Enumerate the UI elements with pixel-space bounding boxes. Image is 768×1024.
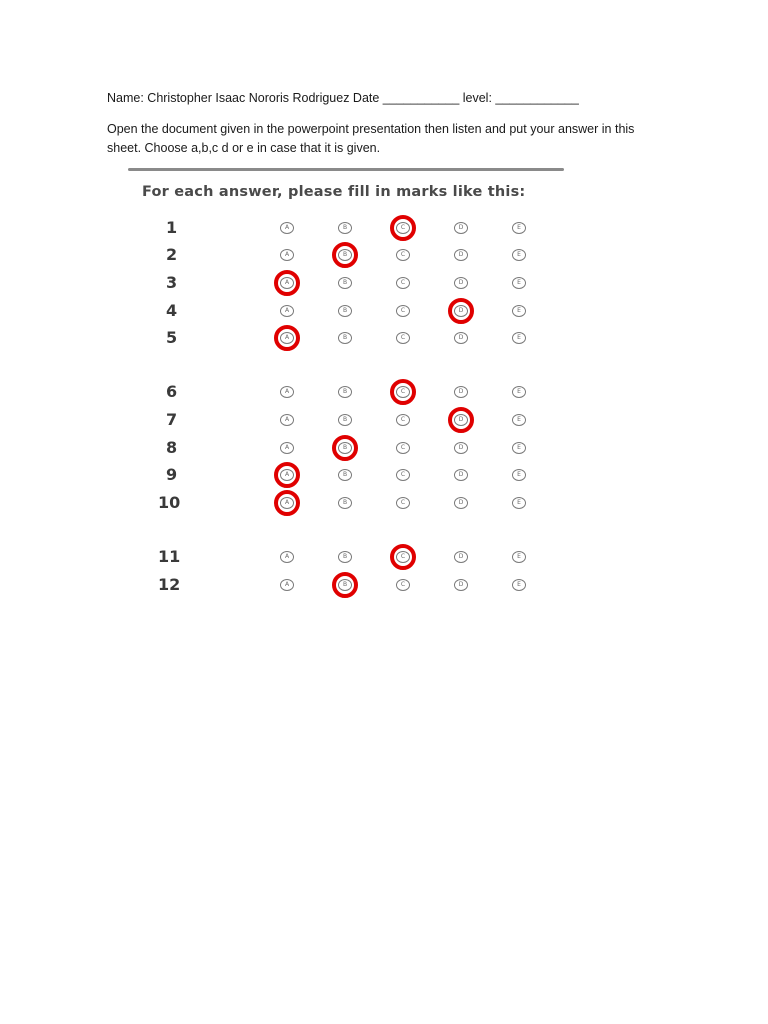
answer-bubble-b[interactable]: B [338, 579, 352, 591]
selected-answer-circle [448, 407, 474, 433]
answer-bubble-e[interactable]: E [512, 551, 526, 563]
answer-bubble-e[interactable]: E [512, 332, 526, 344]
answer-bubble-a[interactable]: A [280, 277, 294, 289]
selected-answer-circle [274, 270, 300, 296]
answer-bubble-d[interactable]: D [454, 469, 468, 481]
answer-bubble-b[interactable]: B [338, 386, 352, 398]
selected-answer-circle [274, 490, 300, 516]
answer-bubble-c[interactable]: C [396, 497, 410, 509]
selected-answer-circle [390, 379, 416, 405]
answer-bubble-a[interactable]: A [280, 414, 294, 426]
answer-bubble-d[interactable]: D [454, 332, 468, 344]
answer-bubble-a[interactable]: A [280, 551, 294, 563]
answer-bubble-b[interactable]: B [338, 277, 352, 289]
answer-bubble-a[interactable]: A [280, 497, 294, 509]
instructions-line-1: Open the document given in the powerpoint presentation then listen and put your answer in this [107, 122, 635, 136]
answer-bubble-b[interactable]: B [338, 414, 352, 426]
answer-bubble-d[interactable]: D [454, 551, 468, 563]
answer-bubble-d[interactable]: D [454, 222, 468, 234]
answer-bubble-e[interactable]: E [512, 442, 526, 454]
answer-bubble-d[interactable]: D [454, 305, 468, 317]
question-number: 12 [158, 575, 181, 594]
selected-answer-circle [332, 435, 358, 461]
answer-bubble-c[interactable]: C [396, 469, 410, 481]
answer-bubble-b[interactable]: B [338, 222, 352, 234]
selected-answer-circle [274, 325, 300, 351]
answer-bubble-a[interactable]: A [280, 469, 294, 481]
answer-bubble-d[interactable]: D [454, 414, 468, 426]
answer-bubble-e[interactable]: E [512, 222, 526, 234]
answer-bubble-c[interactable]: C [396, 442, 410, 454]
selected-answer-circle [332, 572, 358, 598]
answer-bubble-d[interactable]: D [454, 497, 468, 509]
name-date-level-line: Name: Christopher Isaac Nororis Rodriguez Date ___________ level: ____________ [107, 91, 579, 105]
answer-bubble-c[interactable]: C [396, 249, 410, 261]
question-number: 6 [166, 382, 178, 401]
answer-bubble-b[interactable]: B [338, 305, 352, 317]
answer-bubble-c[interactable]: C [396, 579, 410, 591]
answer-bubble-a[interactable]: A [280, 222, 294, 234]
answer-bubble-a[interactable]: A [280, 249, 294, 261]
question-number: 9 [166, 465, 178, 484]
answer-bubble-e[interactable]: E [512, 277, 526, 289]
answer-bubble-b[interactable]: B [338, 332, 352, 344]
answer-bubble-d[interactable]: D [454, 277, 468, 289]
answer-bubble-c[interactable]: C [396, 305, 410, 317]
answer-bubble-e[interactable]: E [512, 249, 526, 261]
answer-bubble-c[interactable]: C [396, 551, 410, 563]
answer-bubble-a[interactable]: A [280, 442, 294, 454]
answer-bubble-d[interactable]: D [454, 249, 468, 261]
question-number: 11 [158, 547, 181, 566]
sheet-title: For each answer, please fill in marks like this: [142, 184, 526, 200]
answer-sheet-image [122, 164, 566, 604]
answer-bubble-a[interactable]: A [280, 305, 294, 317]
question-number: 1 [166, 218, 178, 237]
selected-answer-circle [390, 544, 416, 570]
selected-answer-circle [390, 215, 416, 241]
answer-bubble-c[interactable]: C [396, 222, 410, 234]
answer-bubble-e[interactable]: E [512, 305, 526, 317]
question-number: 2 [166, 245, 178, 264]
question-number: 4 [166, 301, 178, 320]
answer-bubble-d[interactable]: D [454, 579, 468, 591]
answer-bubble-b[interactable]: B [338, 249, 352, 261]
selected-answer-circle [332, 242, 358, 268]
answer-bubble-b[interactable]: B [338, 469, 352, 481]
answer-bubble-e[interactable]: E [512, 386, 526, 398]
question-number: 5 [166, 328, 178, 347]
answer-bubble-d[interactable]: D [454, 386, 468, 398]
answer-bubble-b[interactable]: B [338, 497, 352, 509]
sheet-top-rule [128, 168, 564, 171]
answer-bubble-c[interactable]: C [396, 386, 410, 398]
answer-bubble-a[interactable]: A [280, 332, 294, 344]
answer-bubble-c[interactable]: C [396, 332, 410, 344]
answer-bubble-e[interactable]: E [512, 469, 526, 481]
selected-answer-circle [448, 298, 474, 324]
selected-answer-circle [274, 462, 300, 488]
question-number: 8 [166, 438, 178, 457]
answer-bubble-d[interactable]: D [454, 442, 468, 454]
question-number: 3 [166, 273, 178, 292]
answer-bubble-e[interactable]: E [512, 497, 526, 509]
instructions-line-2: sheet. Choose a,b,c d or e in case that it is given. [107, 141, 381, 155]
question-number: 10 [158, 493, 181, 512]
answer-bubble-b[interactable]: B [338, 551, 352, 563]
answer-bubble-c[interactable]: C [396, 277, 410, 289]
answer-bubble-a[interactable]: A [280, 386, 294, 398]
answer-bubble-c[interactable]: C [396, 414, 410, 426]
answer-bubble-e[interactable]: E [512, 414, 526, 426]
answer-bubble-a[interactable]: A [280, 579, 294, 591]
answer-bubble-e[interactable]: E [512, 579, 526, 591]
question-number: 7 [166, 410, 178, 429]
answer-bubble-b[interactable]: B [338, 442, 352, 454]
